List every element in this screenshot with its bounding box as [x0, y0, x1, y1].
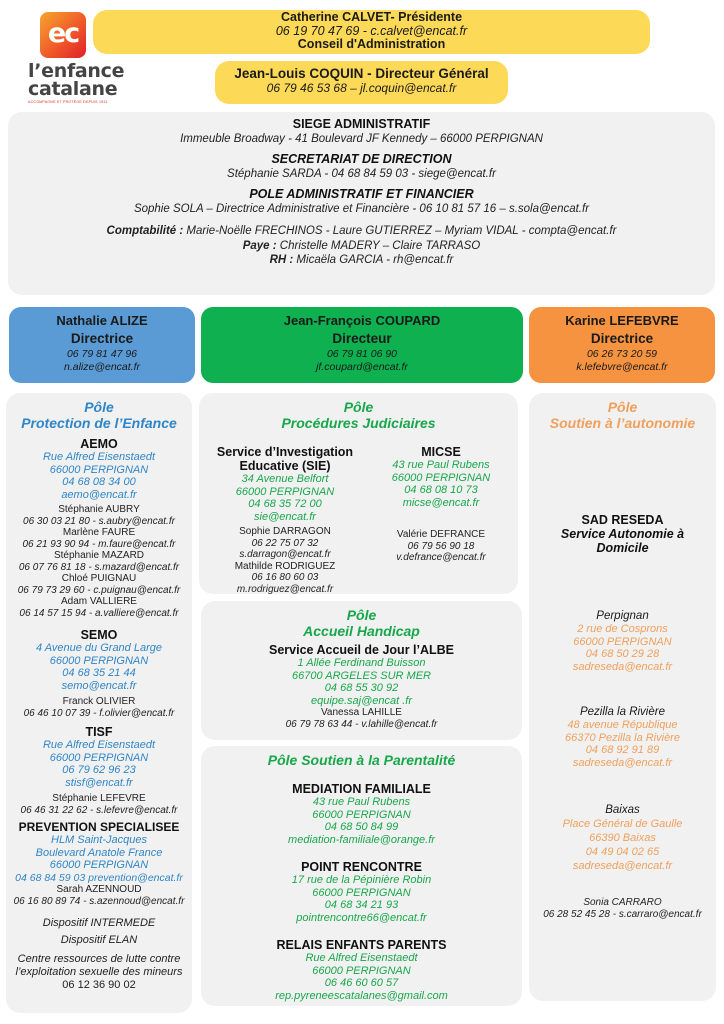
director-name: Karine LEFEBVRE [565, 313, 679, 328]
siege-address: Immeuble Broadway - 41 Boulevard JF Kennedy – 66000 PERPIGNAN [180, 132, 543, 145]
president-box [93, 10, 650, 54]
logo-tagline: ACCOMPAGNE ET PROTÈGE DEPUIS 1931 [28, 100, 108, 104]
director-box-autonomie [529, 307, 715, 383]
director-role: Directeur [332, 331, 392, 346]
staff-carraro: Sonia CARRARO 06 28 52 45 28 - s.carraro@encat.fr [543, 897, 702, 920]
pole-title: Pôle [84, 399, 114, 415]
director-role: Directrice [70, 331, 134, 346]
service-point-rencontre: POINT RENCONTRE 17 rue de la Pépinière Robin 66000 PERPIGNAN 04 68 34 21 93 pointrencontre66@encat.fr [291, 860, 432, 924]
rh-row: RH : Micaëla GARCIA - rh@encat.fr [269, 254, 454, 266]
siege-title: SIEGE ADMINISTRATIF [292, 117, 431, 131]
pole-title: Pôle [607, 399, 638, 415]
dg-title: Jean-Louis COQUIN - Directeur Général [234, 66, 489, 81]
president-title: Catherine CALVET- Présidente [280, 10, 463, 24]
pole-soutien-autonomie [529, 393, 716, 1001]
dispositif-intermede: Dispositif INTERMEDE [42, 917, 156, 929]
dispositif-elan: Dispositif ELAN [60, 934, 138, 946]
service-micse: MICSE 43 rue Paul Rubens 66000 PERPIGNAN 04 68 08 10 73 micse@encat.fr Valérie DEFRANCE 06 79 56 90 18 v.defrance@encat.fr [391, 445, 491, 563]
service-semo: SEMO 4 Avenue du Grand Large 66000 PERPIGNAN 04 68 35 21 44 semo@encat.fr Franck OLIVIER 06 46 10 07 39 - f.olivier@encat.fr [23, 628, 175, 719]
director-email: k.lefebvre@encat.fr [576, 361, 668, 373]
site-baixas: Baixas Place Général de Gaulle 66390 Baixas 04 49 04 02 65 sadreseda@encat.fr [562, 804, 683, 872]
pole-accueil-handicap: Pôle Accueil Handicap Service Accueil de Jour l’ALBE 1 Allée Ferdinand Buisson 66700 ARGELES SUR MER 04 68 55 30 92 equipe.saj@encat .fr Vanessa LAHILLE 06 79 78 63 44 - v.lahille@encat.fr [201, 601, 522, 740]
pole-soutien-parentalite [201, 746, 522, 1006]
director-role: Directrice [590, 331, 654, 346]
pole-title: Accueil Handicap [303, 623, 420, 639]
centre-ressources: Centre ressources de lutte contre l’exploitation sexuelle des mineurs 06 12 36 90 02 [15, 953, 183, 991]
pole-title: Pôle [346, 607, 377, 623]
secretariat-title: SECRETARIAT DE DIRECTION [271, 152, 452, 166]
director-name: Nathalie ALIZE [56, 313, 148, 328]
director-general-box [215, 61, 508, 104]
director-phone: 06 26 73 20 59 [586, 348, 658, 360]
pole-protection-enfance [6, 393, 192, 1013]
pole-title: Protection de l’Enfance [21, 415, 177, 431]
service-sie: Service d’Investigation Educative (SIE) 34 Avenue Belfort 66000 PERPIGNAN 04 68 35 72 00 sie@encat.fr Sophie DARRAGON 06 22 75 07 32 s.darragon@encat.fr Mathilde RODRIGUEZ 06 16 80 60 03 m.rodriguez@encat.fr [216, 445, 354, 595]
siege-panel [8, 112, 715, 295]
director-email: jf.coupard@encat.fr [316, 361, 408, 373]
site-perpignan: Perpignan 2 rue de Cosprons 66000 PERPIGNAN 04 68 50 29 28 sadreseda@encat.fr [572, 610, 673, 673]
service-albe: Service Accueil de Jour l’ALBE [268, 643, 455, 657]
logo-mark-icon: ec [40, 12, 86, 58]
site-pezilla: Pezilla la Rivière 48 avenue République 66370 Pezilla la Rivière 04 68 92 91 89 sadreseda@encat.fr [565, 706, 680, 769]
president-contact: 06 19 70 47 69 - c.calvet@encat.fr [275, 23, 468, 38]
pole-title: Pôle Soutien à la Parentalité [267, 752, 456, 768]
pole-title: Soutien à l’autonomie [549, 415, 696, 431]
director-phone: 06 79 81 47 96 [66, 348, 138, 360]
service-sad-reseda: SAD RESEDA Service Autonomie à Domicile [560, 513, 685, 555]
service-relais: RELAIS ENFANTS PARENTS Rue Alfred Eisenstaedt 66000 PERPIGNAN 06 46 60 60 57 rep.pyreneescatalanes@gmail.com [275, 938, 448, 1002]
secretariat-contact: Stéphanie SARDA - 04 68 84 59 03 - siege@encat.fr [227, 167, 496, 180]
director-phone: 06 79 81 06 90 [326, 348, 398, 360]
dg-contact: 06 79 46 53 68 – jl.coquin@encat.fr [266, 81, 457, 95]
director-box-protection [9, 307, 195, 383]
pole-admin-title: POLE ADMINISTRATIF ET FINANCIER [249, 187, 474, 201]
director-box-judiciaire [201, 307, 523, 383]
service-prevention: PREVENTION SPECIALISEE HLM Saint-Jacques Boulevard Anatole France 66000 PERPIGNAN 04 68 84 59 03 prevention@encat.fr Sarah AZENNOUD 06 16 80 89 74 - s.azennoud@encat.fr [13, 820, 185, 907]
paye-row: Paye : Christelle MADERY – Claire TARRASO [242, 239, 481, 252]
logo-word-2: catalane [28, 78, 118, 100]
pole-admin-contact: Sophie SOLA – Directrice Administrative et Financière - 06 10 81 57 16 – s.sola@encat.fr [133, 202, 590, 215]
compta-row: Comptabilité : Marie-Noëlle FRECHINOS - Laure GUTIERREZ – Myriam VIDAL - compta@encat.fr [106, 225, 617, 237]
director-name: Jean-François COUPARD [283, 313, 441, 328]
service-aemo: AEMO Rue Alfred Eisenstaedt 66000 PERPIGNAN 04 68 08 34 00 aemo@encat.fr Stéphanie AUBRY 06 30 03 21 80 - s.aubry@encat.fr Marlène FAURE 06 21 93 90 94 - m.faure@encat.fr Stéphanie MAZARD 06 07 76 81 18 - s.mazard@encat.fr Chloé PUIGNAU 06 79 73 29 60 - c.puignau@encat.fr Adam VALLIERE 06 14 57 15 94 - a.valliere@encat.fr [17, 437, 181, 619]
director-email: n.alize@encat.fr [63, 361, 141, 373]
pole-procedures-judiciaires [199, 393, 518, 594]
pole-title: Pôle [343, 399, 374, 415]
pole-title: Procédures Judiciaires [281, 415, 436, 431]
service-mediation: MEDIATION FAMILIALE 43 rue Paul Rubens 66000 PERPIGNAN 04 68 50 84 99 mediation-familiale@orange.fr [288, 782, 435, 846]
service-tisf: TISF Rue Alfred Eisenstaedt 66000 PERPIGNAN 06 79 62 96 23 stisf@encat.fr Stéphanie LEFEVRE 06 46 31 22 62 - s.lefevre@encat.fr [20, 725, 178, 816]
board-label: Conseil d'Administration [297, 37, 446, 51]
logo-word-1: l’enfance [28, 60, 125, 82]
